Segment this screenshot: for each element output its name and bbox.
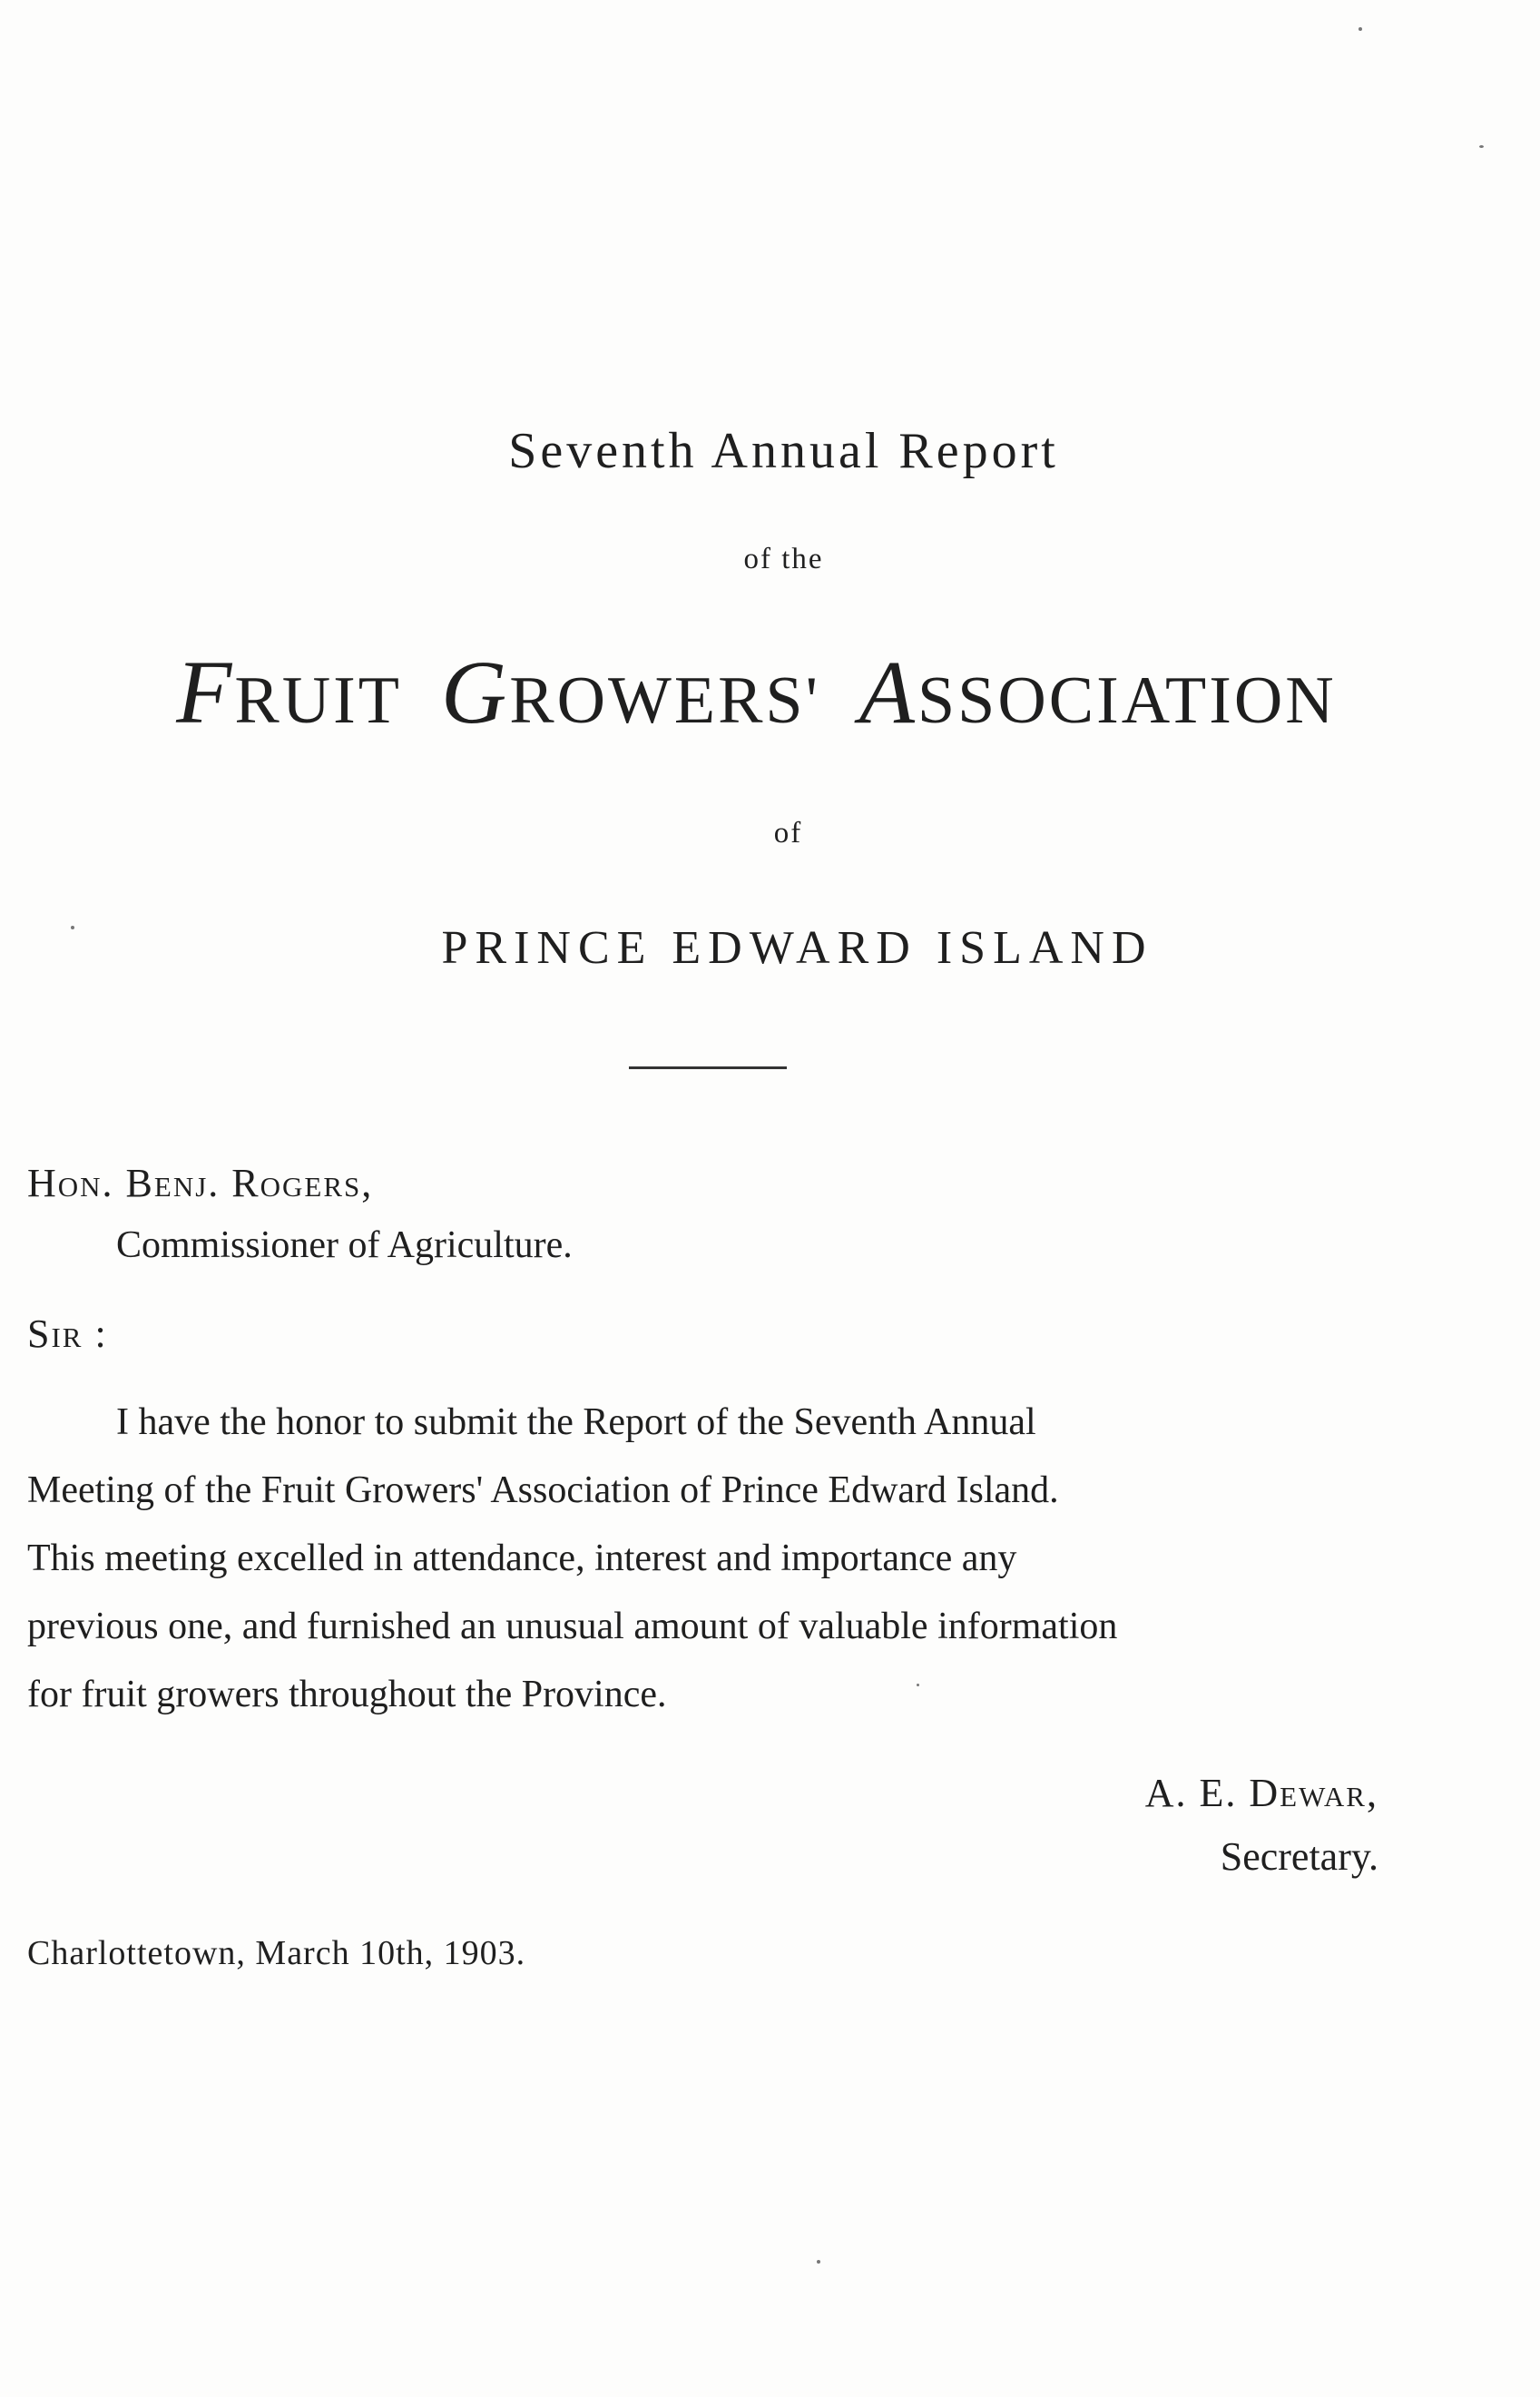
- paragraph-line: previous one, and furnished an unusual amount of valuable information: [27, 1606, 1118, 1647]
- place-and-date: Charlottetown, March 10th, 1903.: [27, 1934, 526, 1972]
- of-line: of: [773, 817, 803, 850]
- addressee-name: Hon. Benj. Rogers,: [27, 1161, 374, 1205]
- salutation: Sir :: [27, 1311, 108, 1356]
- assoc-word-fruit: RUIT: [234, 663, 402, 738]
- paper-speck: [917, 1684, 919, 1686]
- assoc-initial-g: G: [441, 642, 510, 742]
- report-title: Seventh Annual Report: [508, 423, 1059, 479]
- paper-speck: [1359, 27, 1362, 31]
- assoc-word-growers: ROWERS': [509, 663, 820, 738]
- assoc-initial-f: F: [176, 642, 235, 742]
- paragraph-line: This meeting excelled in attendance, interest and importance any: [27, 1537, 1017, 1579]
- signer-title: Secretary.: [1220, 1834, 1378, 1879]
- assoc-initial-a: A: [858, 642, 918, 742]
- paragraph-line: Meeting of the Fruit Growers' Association of Prince Edward Island.: [27, 1469, 1059, 1511]
- addressee-title: Commissioner of Agriculture.: [116, 1224, 573, 1266]
- paragraph-line: for fruit growers throughout the Province.: [27, 1674, 667, 1715]
- paper-speck: [71, 926, 74, 929]
- paragraph-line: I have the honor to submit the Report of the Seventh Annual: [116, 1401, 1036, 1443]
- divider-rule: [629, 1066, 787, 1069]
- association-name: [0, 640, 1526, 744]
- province-name: PRINCE EDWARD ISLAND: [441, 922, 1153, 974]
- of-the-line: of the: [743, 543, 824, 575]
- paper-speck: [817, 2260, 820, 2264]
- assoc-word-association: SSOCIATION: [917, 663, 1337, 738]
- signer-name: A. E. Dewar,: [1144, 1771, 1378, 1815]
- paper-speck: [1479, 145, 1484, 148]
